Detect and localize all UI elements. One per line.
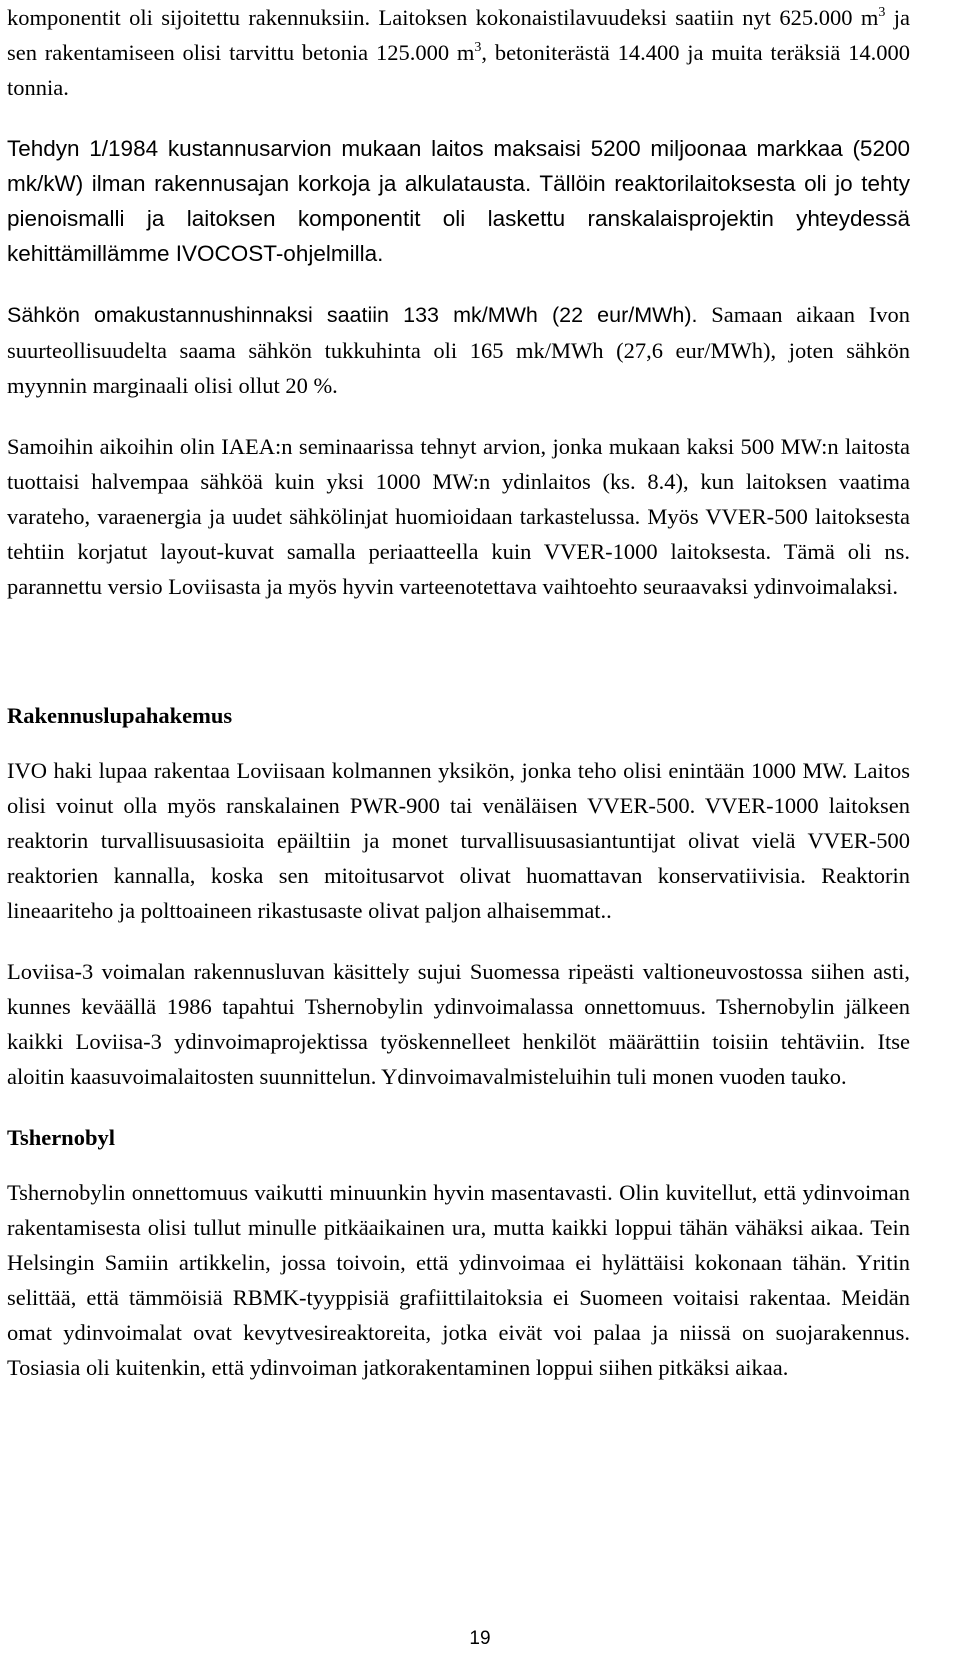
paragraph-building-volume <box>7 0 910 105</box>
paragraph-loviisa-3: Loviisa-3 voimalan rakennusluvan käsittely sujui Suomessa ripeästi valtioneuvostossa siihen asti, kunnes keväällä 1986 tapahtui Tshernobylin ydinvoimalassa onnettomuus. Tshernobylin jälkeen kaikki Loviisa-3 ydinvoimaprojektissa työskennelleet henkilöt määrättiin toisiin tehtäviin. Itse aloitin kaasuvoimalaitosten suunnittelun. Ydinvoimavalmisteluihin tuli monen vuoden tauko. <box>7 959 910 1089</box>
paragraph-text: komponentit oli sijoitettu rakennuksiin. Laitoksen kokonaistilavuudeksi saatiin nyt 625.000 m <box>7 5 879 30</box>
paragraph-text: ja sen rakentamiseen olisi tarvittu betonia 125.000 m <box>7 5 910 65</box>
paragraph-text: Sähkön omakustannushinnaksi saatiin 133 mk/MWh (22 eur/MWh). <box>7 303 698 327</box>
paragraph-iaea-seminar: Samoihin aikoihin olin IAEA:n seminaarissa tehnyt arvion, jonka mukaan kaksi 500 MW:n laitosta tuottaisi halvempaa sähköä kuin yksi 1000 MW:n ydinlaitos (ks. 8.4), kun laitoksen vaatima varateho, varaenergia ja uudet sähkölinjat huomioidaan tarkastelussa. Myös VVER-500 laitoksesta tehtiin korjatut layout-kuvat samalla periaatteella kuin VVER-1000 laitoksesta. Tämä oli ns. parannettu versio Loviisasta ja myös hyvin varteenotettava vaihtoehto seuraavaksi ydinvoimalaksi. <box>7 434 910 599</box>
paragraph-text: Samaan aikaan Ivon suurteollisuudelta saama sähkön tukkuhinta oli 165 mk/MWh (27,6 eur/MWh), joten sähkön myynnin marginaali olisi ollut 20 %. <box>7 302 910 398</box>
paragraph-cost-estimate: Tehdyn 1/1984 kustannusarvion mukaan laitos maksaisi 5200 miljoonaa markkaa (5200 mk/kW) ilman rakennusajan korkoja ja alkulatausta. Tällöin reaktorilaitoksesta oli jo tehty pienoismalli ja laitoksen komponentit oli laskettu ranskalaisprojektin yhteydessä kehittämillämme IVOCOST-ohjelmilla. <box>7 136 910 266</box>
page-content <box>7 0 910 1385</box>
section-heading-building-permit: Rakennuslupahakemus <box>7 703 233 728</box>
page-number: 19 <box>469 1628 491 1649</box>
paragraph-electricity-price <box>7 297 910 403</box>
section-heading-chernobyl: Tshernobyl <box>7 1125 115 1150</box>
paragraph-chernobyl: Tshernobylin onnettomuus vaikutti minuunkin hyvin masentavasti. Olin kuvitellut, että ydinvoiman rakentamisesta olisi tullut minulle pitkäaikainen ura, mutta kaikki loppui tähän vähäksi aikaa. Tein Helsingin Samiin artikkelin, jossa toivoin, että ydinvoimaa ei hylättäisi kokonaan tähän. Yritin selittää, että tämmöisiä RBMK-tyyppisiä grafiittilaitoksia ei Suomeen voitaisi rakentaa. Meidän omat ydinvoimalat ovat kevytvesireaktoreita, jotka eivät voi palaa ja niissä on suojarakennus. Tosiasia oli kuitenkin, että ydinvoiman jatkorakentaminen loppui siihen pitkäksi aikaa. <box>7 1180 910 1380</box>
paragraph-permit-application: IVO haki lupaa rakentaa Loviisaan kolmannen yksikön, jonka teho olisi enintään 1000 MW. Laitos olisi voinut olla myös ranskalainen PWR-900 tai venäläisen VVER-500. VVER-1000 laitoksen reaktorin turvallisuusasioita epäiltiin ja monet turvallisuusasiantuntijat olivat vielä VVER-500 reaktorien kannalla, koska sen mitoitusarvot olivat huomattavan konservatiivisia. Reaktorin lineaariteho ja polttoaineen rikastusaste olivat paljon alhaisemmat.. <box>7 758 910 923</box>
superscript-3: 3 <box>474 40 482 55</box>
paragraph-text: , betoniterästä 14.400 ja muita teräksiä 14.000 tonnia. <box>7 40 911 100</box>
superscript-3: 3 <box>878 5 886 20</box>
